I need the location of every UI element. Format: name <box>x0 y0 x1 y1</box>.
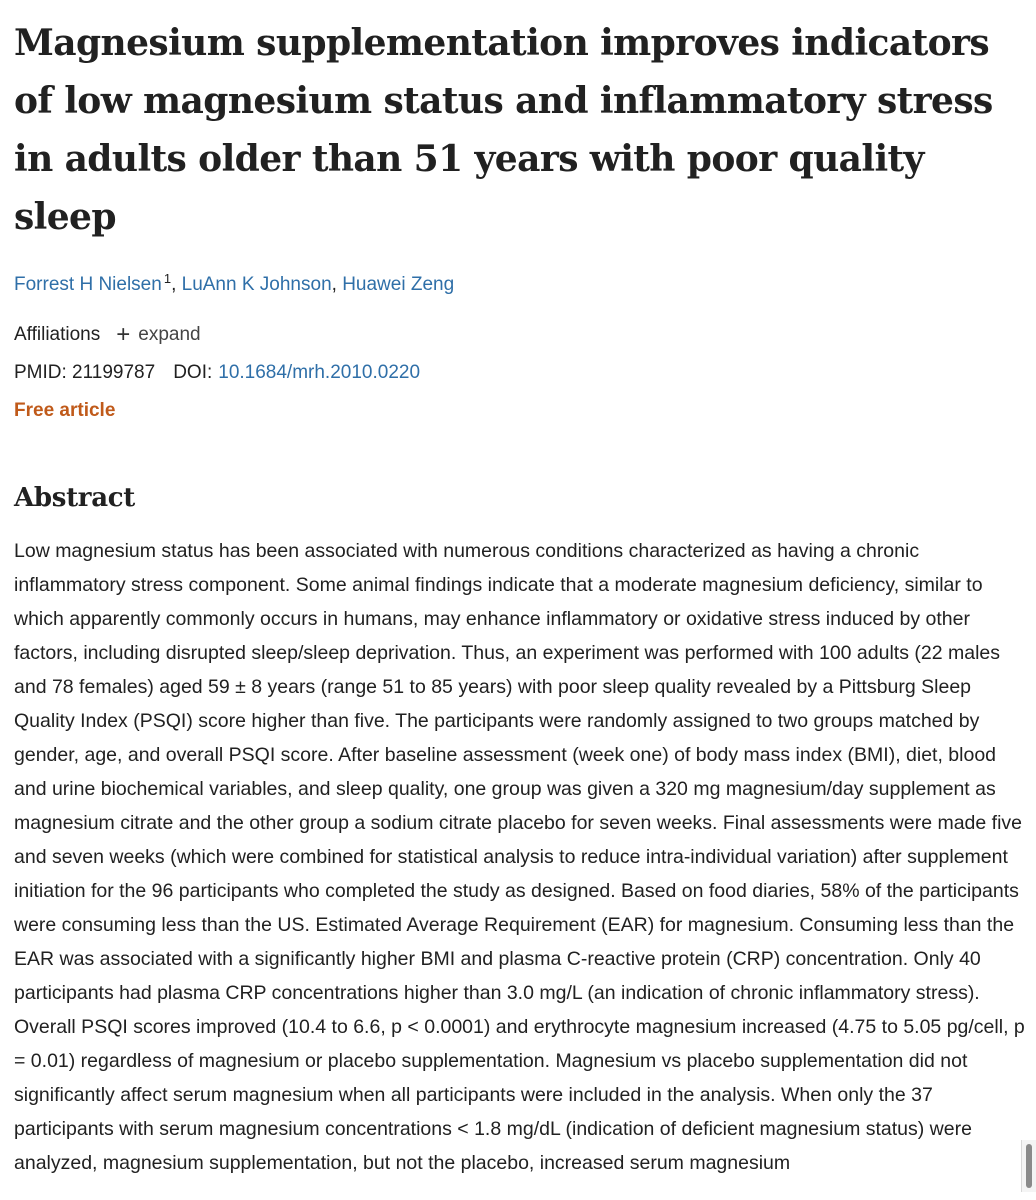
identifiers-row <box>14 360 1024 386</box>
author-link-nielsen[interactable]: Forrest H Nielsen <box>14 274 162 295</box>
author-list <box>14 272 1024 298</box>
author-separator: , <box>171 274 182 295</box>
author-link-zeng[interactable]: Huawei Zeng <box>342 274 455 295</box>
free-article-badge: Free article <box>14 400 116 421</box>
doi-link[interactable]: 10.1684/mrh.2010.0220 <box>218 362 421 383</box>
scrollbar[interactable] <box>1021 1140 1036 1192</box>
affiliation-marker[interactable]: 1 <box>163 270 172 286</box>
author-separator: , <box>331 274 343 295</box>
article-title: Magnesium supplementation improves indicators of low magnesium status and inflammatory stress in adults older than 51 years with poor quality sleep <box>14 22 993 238</box>
abstract-text: Low magnesium status has been associated with numerous conditions characterized as having a chronic inflammatory stress component. Some animal findings indicate that a moderate magnesium deficiency, similar to which apparently commonly occurs in humans, may enhance inflammatory or oxidative stress induced by other factors, including disrupted sleep/sleep deprivation. Thus, an experiment was performed with 100 adults (22 males and 78 females) aged 59 ± 8 years (range 51 to 85 years) with poor sleep quality revealed by a Pittsburg Sleep Quality Index (PSQI) score higher than five. The participants were randomly assigned to two groups matched by gender, age, and overall PSQI score. After baseline assessment (week one) of body mass index (BMI), diet, blood and urine biochemical variables, and sleep quality, one group was given a 320 mg magnesium/day supplement as magnesium citrate and the other group a sodium citrate placebo for seven weeks. Final assessments were made five and seven weeks (which were combined for statistical analysis to reduce intra-individual variation) after supplement initiation for the 96 participants who completed the study as designed. Based on food diaries, 58% of the participants were consuming less than the US. Estimated Average Requirement (EAR) for magnesium. Consuming less than the EAR was associated with a significantly higher BMI and plasma C-reactive protein (CRP) concentration. Only 40 participants had plasma CRP concentrations higher than 3.0 mg/L (an indication of chronic inflammatory stress). Overall PSQI scores improved (10.4 to 6.6, p < 0.0001) and erythrocyte magnesium increased (4.75 to 5.05 pg/cell, p = 0.01) regardless of magnesium or placebo supplementation. Magnesium vs placebo supplementation did not significantly affect serum magnesium when all participants were included in the analysis. When only the 37 participants with serum magnesium concentrations < 1.8 mg/dL (indication of deficient magnesium status) were analyzed, magnesium supplementation, but not the placebo, increased serum magnesium <box>14 540 1025 1174</box>
plus-icon: + <box>116 321 131 348</box>
pmid-label: PMID: 21199787 <box>14 362 156 383</box>
affiliations-label: Affiliations <box>14 324 101 345</box>
article-page <box>14 0 1024 1180</box>
affiliations-row <box>14 322 1024 348</box>
doi-label: DOI: <box>173 362 213 383</box>
expand-label: expand <box>138 324 201 345</box>
abstract-heading: Abstract <box>14 483 135 513</box>
expand-affiliations-button[interactable] <box>116 322 200 348</box>
author-link-johnson[interactable]: LuAnn K Johnson <box>181 274 332 295</box>
